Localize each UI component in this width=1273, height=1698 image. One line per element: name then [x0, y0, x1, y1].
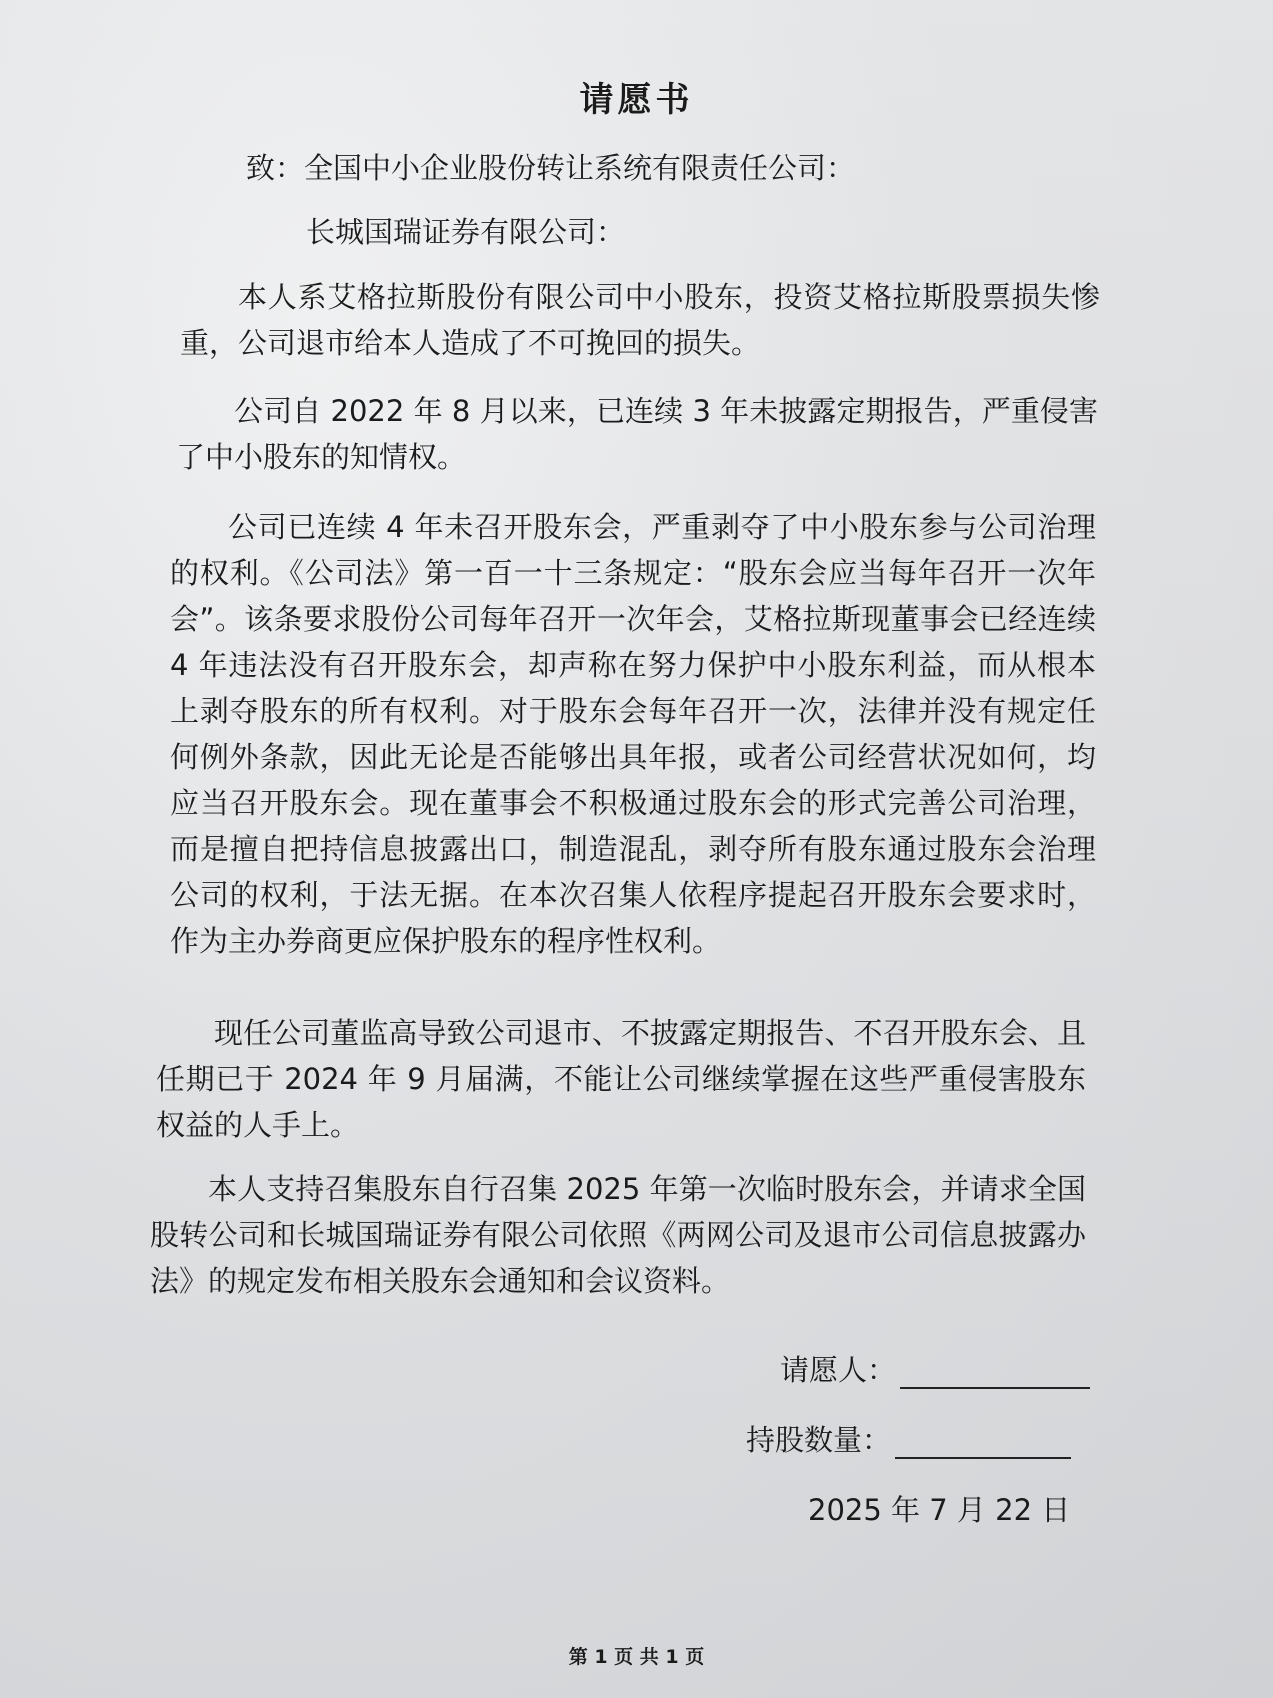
- addressee-line-2: 长城国瑞证券有限公司：: [306, 215, 626, 249]
- paragraph-5: 本人支持召集股东自行召集 2025 年第一次临时股东会，并请求全国股转公司和长城国瑞证券有限公司依照《两网公司及退市公司信息披露办法》的规定发布相关股东会通知和会议资料。: [150, 1172, 1086, 1298]
- paragraph-2: 公司自 2022 年 8 月以来，已连续 3 年未披露定期报告，严重侵害了中小股东的知情权。: [176, 394, 1098, 474]
- shares-count-blank-line[interactable]: [895, 1423, 1071, 1459]
- signature-date: 2025 年 7 月 22 日: [808, 1493, 1071, 1527]
- shares-count-label: 持股数量：: [746, 1423, 892, 1457]
- page-number-footer: 第 1 页 共 1 页: [568, 1646, 705, 1668]
- petitioner-blank-line[interactable]: [900, 1353, 1090, 1389]
- paragraph-3: 公司已连续 4 年未召开股东会，严重剥夺了中小股东参与公司治理的权利。《公司法》第一百一十三条规定：“股东会应当每年召开一次年会”。该条要求股份公司每年召开一次年会，艾格拉斯现董事会已经连续 4 年违法没有召开股东会，却声称在努力保护中小股东利益，而从根本上剥夺股东的所有权利。对于股东会每年召开一次，法律并没有规定任何例外条款，因此无论是否能够出具年报，或者公司经营状况如何，均应当召开股东会。现在董事会不积极通过股东会的形式完善公司治理，而是擅自把持信息披露出口，制造混乱，剥夺所有股东通过股东会治理公司的权利，于法无据。在本次召集人依程序提起召开股东会要求时，作为主办券商更应保护股东的程序性权利。: [170, 510, 1096, 958]
- addressee-line-1: 致：全国中小企业股份转让系统有限责任公司：: [246, 151, 856, 185]
- petitioner-label: 请愿人：: [780, 1353, 897, 1387]
- document-title: 请愿书: [579, 80, 694, 120]
- petitioner-signature-row: [780, 1348, 1090, 1389]
- paragraph-1: 本人系艾格拉斯股份有限公司中小股东，投资艾格拉斯股票损失惨重，公司退市给本人造成了不可挽回的损失。: [180, 280, 1100, 360]
- paragraph-4: 现任公司董监高导致公司退市、不披露定期报告、不召开股东会、且任期已于 2024 年 9 月届满，不能让公司继续掌握在这些严重侵害股东权益的人手上。: [156, 1016, 1086, 1142]
- shares-count-row: [746, 1418, 1071, 1459]
